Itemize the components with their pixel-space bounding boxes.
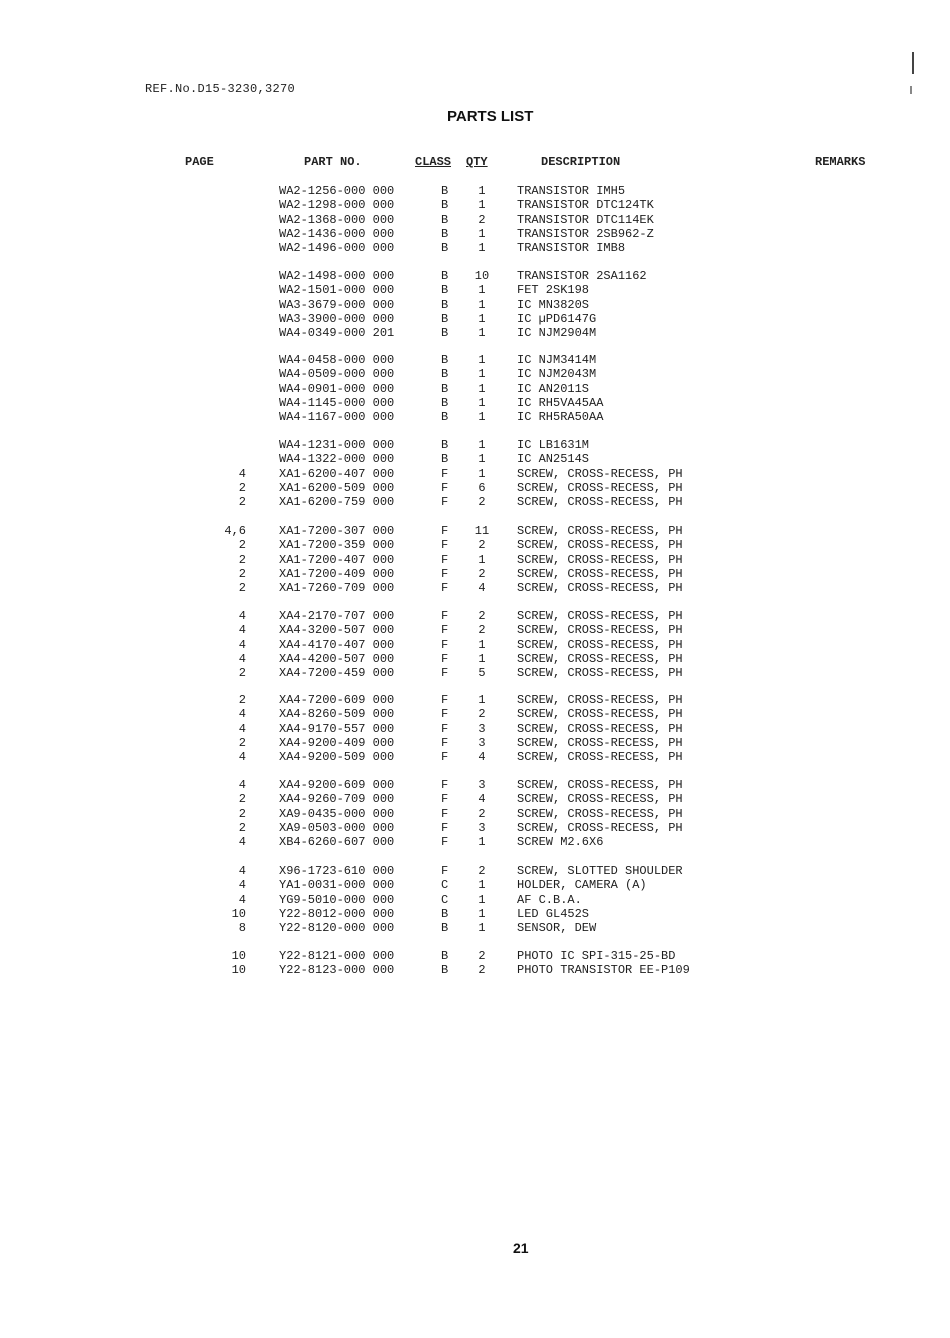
row-part-number: WA4-0509-000 000 xyxy=(279,367,395,382)
row-description: SCREW, CROSS-RECESS, PH xyxy=(517,566,683,581)
row-quantity: 10 xyxy=(474,269,490,283)
row-part-number: XA4-9200-509 000 xyxy=(279,750,395,765)
row-class: B xyxy=(441,906,449,921)
row-class: B xyxy=(441,353,449,367)
row-part-number: WA2-1496-000 000 xyxy=(279,241,395,256)
table-row xyxy=(0,750,950,764)
row-description: TRANSISTOR IMH5 xyxy=(517,184,626,198)
row-quantity: 1 xyxy=(478,552,486,567)
row-description: IC µPD6147G xyxy=(517,311,597,326)
row-class: F xyxy=(441,666,449,681)
row-quantity: 2 xyxy=(478,538,486,553)
row-quantity: 2 xyxy=(478,949,486,963)
row-quantity: 1 xyxy=(478,835,486,850)
row-quantity: 1 xyxy=(478,438,486,452)
row-part-number: XA4-4170-407 000 xyxy=(279,637,395,652)
row-quantity: 1 xyxy=(478,395,486,410)
row-class: B xyxy=(441,381,449,396)
row-part-number: XA1-7200-307 000 xyxy=(279,524,395,538)
edge-mark xyxy=(912,52,914,74)
row-quantity: 1 xyxy=(478,906,486,921)
row-class: B xyxy=(441,410,449,425)
row-class: B xyxy=(441,184,449,198)
table-row xyxy=(0,353,950,367)
row-description: SCREW, CROSS-RECESS, PH xyxy=(517,609,683,623)
row-class: B xyxy=(441,212,449,227)
row-page-ref: 4 xyxy=(238,637,246,652)
row-quantity: 1 xyxy=(478,693,486,707)
table-row xyxy=(0,963,950,977)
row-quantity: 1 xyxy=(478,878,486,893)
row-page-ref: 2 xyxy=(238,820,246,835)
row-quantity: 1 xyxy=(478,184,486,198)
row-class: F xyxy=(441,538,449,553)
row-part-number: WA2-1498-000 000 xyxy=(279,269,395,283)
table-row xyxy=(0,495,950,509)
row-quantity: 6 xyxy=(478,480,486,495)
row-quantity: 1 xyxy=(478,283,486,298)
row-description: SCREW, CROSS-RECESS, PH xyxy=(517,693,683,707)
row-part-number: XA4-9200-409 000 xyxy=(279,735,395,750)
row-part-number: XA4-9200-609 000 xyxy=(279,778,395,792)
row-quantity: 2 xyxy=(478,495,486,510)
row-page-ref: 2 xyxy=(238,693,246,707)
row-class: F xyxy=(441,735,449,750)
row-class: B xyxy=(441,949,449,963)
row-description: IC RH5RA50AA xyxy=(517,410,604,425)
row-part-number: WA2-1436-000 000 xyxy=(279,226,395,241)
table-row xyxy=(0,567,950,581)
row-class: B xyxy=(441,963,449,978)
row-class: F xyxy=(441,707,449,722)
row-description: SCREW M2.6X6 xyxy=(517,835,604,850)
table-row xyxy=(0,367,950,381)
row-quantity: 1 xyxy=(478,198,486,213)
row-class: F xyxy=(441,566,449,581)
row-quantity: 2 xyxy=(478,963,486,978)
table-row xyxy=(0,666,950,680)
row-page-ref: 4 xyxy=(238,778,246,792)
row-quantity: 2 xyxy=(478,623,486,638)
table-row xyxy=(0,198,950,212)
row-quantity: 1 xyxy=(478,892,486,907)
table-row xyxy=(0,410,950,424)
row-class: B xyxy=(441,297,449,312)
row-part-number: XA1-7260-709 000 xyxy=(279,581,395,596)
table-row xyxy=(0,396,950,410)
row-page-ref: 2 xyxy=(238,538,246,553)
header-page: PAGE xyxy=(185,155,214,169)
row-part-number: XA4-9260-709 000 xyxy=(279,792,395,807)
table-row xyxy=(0,438,950,452)
row-class: B xyxy=(441,367,449,382)
row-class: F xyxy=(441,466,449,481)
row-part-number: XA4-8260-509 000 xyxy=(279,707,395,722)
table-row xyxy=(0,326,950,340)
row-class: B xyxy=(441,452,449,467)
table-row xyxy=(0,893,950,907)
row-description: SCREW, CROSS-RECESS, PH xyxy=(517,552,683,567)
row-page-ref: 2 xyxy=(238,666,246,681)
row-class: F xyxy=(441,651,449,666)
row-description: FET 2SK198 xyxy=(517,283,590,298)
row-quantity: 1 xyxy=(478,326,486,341)
row-class: F xyxy=(441,581,449,596)
row-page-ref: 2 xyxy=(238,806,246,821)
row-part-number: XA9-0503-000 000 xyxy=(279,820,395,835)
row-class: F xyxy=(441,820,449,835)
table-row xyxy=(0,921,950,935)
row-part-number: YA1-0031-000 000 xyxy=(279,878,395,893)
row-description: IC MN3820S xyxy=(517,297,590,312)
table-row xyxy=(0,907,950,921)
table-row xyxy=(0,693,950,707)
row-description: AF C.B.A. xyxy=(517,892,582,907)
row-class: B xyxy=(441,283,449,298)
row-class: B xyxy=(441,326,449,341)
row-page-ref: 4 xyxy=(238,878,246,893)
row-quantity: 1 xyxy=(478,367,486,382)
row-class: F xyxy=(441,750,449,765)
row-part-number: Y22-8121-000 000 xyxy=(279,949,395,963)
row-class: F xyxy=(441,693,449,707)
row-part-number: WA4-1231-000 000 xyxy=(279,438,395,452)
row-description: LED GL452S xyxy=(517,906,590,921)
row-description: TRANSISTOR DTC124TK xyxy=(517,198,654,213)
row-description: SCREW, CROSS-RECESS, PH xyxy=(517,806,683,821)
row-quantity: 1 xyxy=(478,311,486,326)
header-qty: QTY xyxy=(466,155,488,169)
row-class: F xyxy=(441,806,449,821)
table-row xyxy=(0,524,950,538)
row-quantity: 2 xyxy=(478,707,486,722)
table-row xyxy=(0,283,950,297)
table-row xyxy=(0,184,950,198)
row-description: SCREW, CROSS-RECESS, PH xyxy=(517,651,683,666)
row-description: IC LB1631M xyxy=(517,438,590,452)
table-row xyxy=(0,553,950,567)
row-description: IC NJM3414M xyxy=(517,353,597,367)
row-quantity: 3 xyxy=(478,820,486,835)
header-part-no: PART NO. xyxy=(304,155,362,169)
table-row xyxy=(0,382,950,396)
row-part-number: X96-1723-610 000 xyxy=(279,864,395,878)
row-quantity: 1 xyxy=(478,297,486,312)
table-row xyxy=(0,609,950,623)
row-class: F xyxy=(441,524,449,538)
row-part-number: WA2-1298-000 000 xyxy=(279,198,395,213)
row-description: SCREW, CROSS-RECESS, PH xyxy=(517,750,683,765)
row-class: C xyxy=(441,878,449,893)
table-row xyxy=(0,778,950,792)
row-quantity: 2 xyxy=(478,806,486,821)
row-page-ref: 2 xyxy=(238,495,246,510)
row-part-number: XA4-4200-507 000 xyxy=(279,651,395,666)
row-description: SCREW, SLOTTED SHOULDER xyxy=(517,864,683,878)
table-row xyxy=(0,467,950,481)
row-class: F xyxy=(441,721,449,736)
row-page-ref: 4 xyxy=(238,609,246,623)
row-quantity: 11 xyxy=(474,524,490,538)
row-page-ref: 4,6 xyxy=(224,524,246,538)
row-quantity: 4 xyxy=(478,792,486,807)
row-part-number: WA4-0901-000 000 xyxy=(279,381,395,396)
table-row xyxy=(0,481,950,495)
row-part-number: WA2-1501-000 000 xyxy=(279,283,395,298)
table-row xyxy=(0,312,950,326)
table-row xyxy=(0,638,950,652)
row-part-number: XA4-7200-459 000 xyxy=(279,666,395,681)
row-part-number: XA4-3200-507 000 xyxy=(279,623,395,638)
row-description: SCREW, CROSS-RECESS, PH xyxy=(517,581,683,596)
header-description: DESCRIPTION xyxy=(541,155,621,169)
row-description: IC NJM2904M xyxy=(517,326,597,341)
row-part-number: XB4-6260-607 000 xyxy=(279,835,395,850)
row-class: F xyxy=(441,480,449,495)
row-page-ref: 2 xyxy=(238,552,246,567)
row-quantity: 1 xyxy=(478,466,486,481)
row-page-ref: 4 xyxy=(238,750,246,765)
table-row xyxy=(0,864,950,878)
row-part-number: XA9-0435-000 000 xyxy=(279,806,395,821)
row-description: SENSOR, DEW xyxy=(517,921,597,936)
row-quantity: 1 xyxy=(478,381,486,396)
row-description: SCREW, CROSS-RECESS, PH xyxy=(517,637,683,652)
row-description: TRANSISTOR DTC114EK xyxy=(517,212,654,227)
row-page-ref: 10 xyxy=(231,963,246,978)
table-row xyxy=(0,722,950,736)
row-description: SCREW, CROSS-RECESS, PH xyxy=(517,524,683,538)
table-row xyxy=(0,878,950,892)
row-class: F xyxy=(441,835,449,850)
row-quantity: 1 xyxy=(478,226,486,241)
row-class: C xyxy=(441,892,449,907)
row-page-ref: 4 xyxy=(238,721,246,736)
row-quantity: 2 xyxy=(478,566,486,581)
row-part-number: WA4-1322-000 000 xyxy=(279,452,395,467)
row-description: SCREW, CROSS-RECESS, PH xyxy=(517,778,683,792)
row-page-ref: 4 xyxy=(238,623,246,638)
row-quantity: 3 xyxy=(478,721,486,736)
row-part-number: XA1-7200-359 000 xyxy=(279,538,395,553)
row-part-number: WA4-1145-000 000 xyxy=(279,395,395,410)
row-quantity: 1 xyxy=(478,651,486,666)
row-page-ref: 4 xyxy=(238,892,246,907)
row-part-number: Y22-8123-000 000 xyxy=(279,963,395,978)
row-part-number: WA2-1256-000 000 xyxy=(279,184,395,198)
page-number: 21 xyxy=(513,1240,529,1256)
row-description: IC NJM2043M xyxy=(517,367,597,382)
row-part-number: WA4-1167-000 000 xyxy=(279,410,395,425)
row-class: F xyxy=(441,609,449,623)
row-class: F xyxy=(441,623,449,638)
table-row xyxy=(0,807,950,821)
row-part-number: XA1-6200-759 000 xyxy=(279,495,395,510)
row-class: B xyxy=(441,241,449,256)
row-class: F xyxy=(441,864,449,878)
header-remarks: REMARKS xyxy=(815,155,866,169)
row-description: SCREW, CROSS-RECESS, PH xyxy=(517,792,683,807)
row-quantity: 3 xyxy=(478,735,486,750)
row-class: B xyxy=(441,395,449,410)
row-part-number: Y22-8120-000 000 xyxy=(279,921,395,936)
row-page-ref: 4 xyxy=(238,466,246,481)
edge-dot xyxy=(910,86,912,94)
row-class: F xyxy=(441,792,449,807)
row-part-number: XA1-6200-407 000 xyxy=(279,466,395,481)
table-row xyxy=(0,298,950,312)
row-description: SCREW, CROSS-RECESS, PH xyxy=(517,666,683,681)
row-quantity: 2 xyxy=(478,212,486,227)
row-part-number: WA3-3900-000 000 xyxy=(279,311,395,326)
row-quantity: 5 xyxy=(478,666,486,681)
row-description: IC AN2011S xyxy=(517,381,590,396)
row-description: HOLDER, CAMERA (A) xyxy=(517,878,647,893)
reference-number: REF.No.D15-3230,3270 xyxy=(145,82,296,96)
row-class: B xyxy=(441,269,449,283)
row-part-number: WA3-3679-000 000 xyxy=(279,297,395,312)
table-row xyxy=(0,707,950,721)
row-quantity: 4 xyxy=(478,581,486,596)
row-description: SCREW, CROSS-RECESS, PH xyxy=(517,480,683,495)
row-class: B xyxy=(441,226,449,241)
row-quantity: 1 xyxy=(478,241,486,256)
row-class: B xyxy=(441,921,449,936)
row-page-ref: 4 xyxy=(238,835,246,850)
row-description: SCREW, CROSS-RECESS, PH xyxy=(517,735,683,750)
table-row xyxy=(0,213,950,227)
row-part-number: WA4-0349-000 201 xyxy=(279,326,395,341)
row-part-number: WA2-1368-000 000 xyxy=(279,212,395,227)
row-part-number: WA4-0458-000 000 xyxy=(279,353,395,367)
row-description: SCREW, CROSS-RECESS, PH xyxy=(517,538,683,553)
row-class: F xyxy=(441,495,449,510)
row-part-number: XA1-7200-409 000 xyxy=(279,566,395,581)
row-quantity: 1 xyxy=(478,452,486,467)
row-page-ref: 8 xyxy=(238,921,246,936)
row-description: IC AN2514S xyxy=(517,452,590,467)
row-description: SCREW, CROSS-RECESS, PH xyxy=(517,495,683,510)
row-quantity: 1 xyxy=(478,637,486,652)
table-row xyxy=(0,538,950,552)
row-part-number: XA4-7200-609 000 xyxy=(279,693,395,707)
row-page-ref: 4 xyxy=(238,707,246,722)
row-class: B xyxy=(441,198,449,213)
row-class: B xyxy=(441,311,449,326)
row-class: B xyxy=(441,438,449,452)
row-quantity: 2 xyxy=(478,864,486,878)
row-description: TRANSISTOR 2SB962-Z xyxy=(517,226,654,241)
row-description: TRANSISTOR 2SA1162 xyxy=(517,269,647,283)
table-row xyxy=(0,792,950,806)
row-part-number: XA4-9170-557 000 xyxy=(279,721,395,736)
row-class: F xyxy=(441,552,449,567)
table-row xyxy=(0,736,950,750)
row-quantity: 1 xyxy=(478,353,486,367)
table-row xyxy=(0,949,950,963)
row-page-ref: 10 xyxy=(231,949,246,963)
table-row xyxy=(0,623,950,637)
row-page-ref: 10 xyxy=(231,906,246,921)
row-description: SCREW, CROSS-RECESS, PH xyxy=(517,466,683,481)
row-part-number: YG9-5010-000 000 xyxy=(279,892,395,907)
table-row xyxy=(0,821,950,835)
row-description: SCREW, CROSS-RECESS, PH xyxy=(517,820,683,835)
row-description: TRANSISTOR IMB8 xyxy=(517,241,626,256)
row-description: SCREW, CROSS-RECESS, PH xyxy=(517,721,683,736)
row-part-number: XA1-7200-407 000 xyxy=(279,552,395,567)
row-part-number: XA4-2170-707 000 xyxy=(279,609,395,623)
row-quantity: 1 xyxy=(478,410,486,425)
page-title: PARTS LIST xyxy=(447,108,534,125)
row-quantity: 4 xyxy=(478,750,486,765)
table-row xyxy=(0,452,950,466)
row-page-ref: 2 xyxy=(238,581,246,596)
row-part-number: XA1-6200-509 000 xyxy=(279,480,395,495)
row-page-ref: 4 xyxy=(238,651,246,666)
row-quantity: 1 xyxy=(478,921,486,936)
row-description: IC RH5VA45AA xyxy=(517,395,604,410)
row-page-ref: 2 xyxy=(238,566,246,581)
table-row xyxy=(0,269,950,283)
table-row xyxy=(0,581,950,595)
row-class: F xyxy=(441,637,449,652)
row-page-ref: 2 xyxy=(238,735,246,750)
row-page-ref: 4 xyxy=(238,864,246,878)
row-quantity: 2 xyxy=(478,609,486,623)
row-page-ref: 2 xyxy=(238,480,246,495)
row-description: PHOTO TRANSISTOR EE-P109 xyxy=(517,963,690,978)
row-description: PHOTO IC SPI-315-25-BD xyxy=(517,949,676,963)
table-row xyxy=(0,227,950,241)
row-class: F xyxy=(441,778,449,792)
row-description: SCREW, CROSS-RECESS, PH xyxy=(517,623,683,638)
row-description: SCREW, CROSS-RECESS, PH xyxy=(517,707,683,722)
table-row xyxy=(0,241,950,255)
row-part-number: Y22-8012-000 000 xyxy=(279,906,395,921)
row-quantity: 3 xyxy=(478,778,486,792)
header-class: CLASS xyxy=(415,155,452,169)
table-row xyxy=(0,835,950,849)
row-page-ref: 2 xyxy=(238,792,246,807)
table-row xyxy=(0,652,950,666)
